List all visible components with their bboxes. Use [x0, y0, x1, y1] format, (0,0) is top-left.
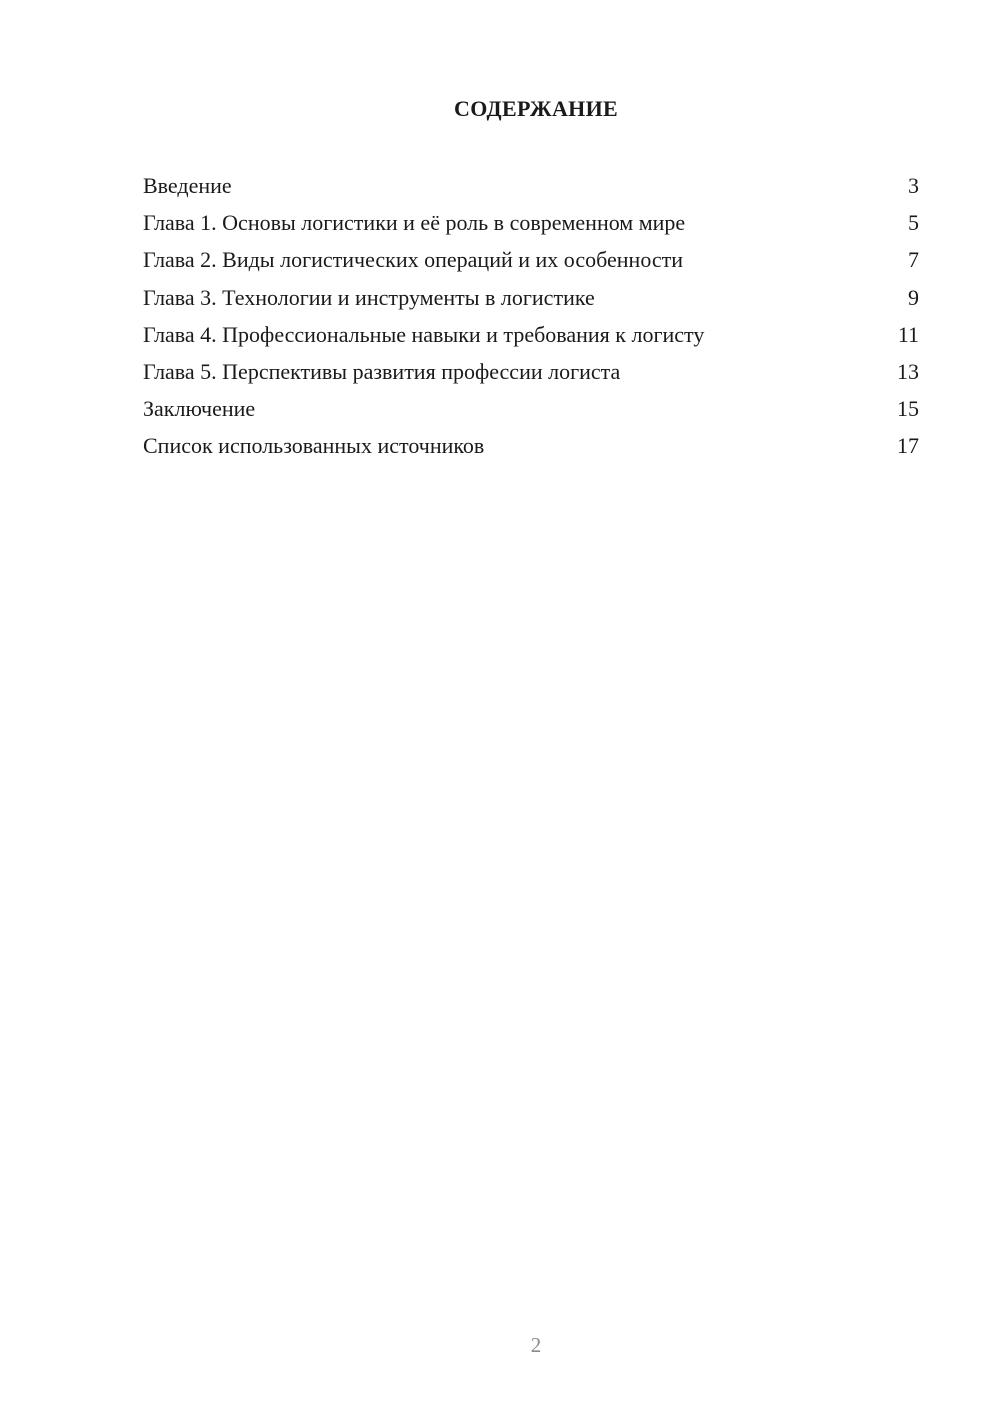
- toc-entry-page: 11: [897, 321, 919, 347]
- page-number: 2: [530, 1333, 542, 1357]
- toc-entry-page: 15: [897, 396, 919, 422]
- toc-entry-label: Заключение: [143, 396, 256, 422]
- toc-entry-page: 9: [908, 284, 919, 310]
- toc-entry-label: Список использованных источников: [143, 433, 485, 459]
- toc-entry-label: Глава 5. Перспективы развития профессии логиста: [143, 358, 621, 384]
- toc-entry-chapter-3: [143, 279, 919, 316]
- toc-entry-label: Глава 4. Профессиональные навыки и требования к логисту: [143, 321, 705, 347]
- toc-entry-page: 17: [897, 433, 919, 459]
- toc-entry-label: Глава 3. Технологии и инструменты в логистике: [143, 284, 595, 310]
- toc-title: СОДЕРЖАНИЕ: [454, 96, 618, 121]
- table-of-contents: [143, 167, 919, 465]
- toc-entry-page: 7: [908, 247, 919, 273]
- toc-entry-chapter-5: [143, 353, 919, 390]
- toc-entry-conclusion: [143, 390, 919, 427]
- toc-entry-label: Глава 2. Виды логистических операций и их особенности: [143, 247, 684, 273]
- toc-entry-page: 13: [897, 358, 919, 384]
- toc-entry-references: [143, 427, 919, 464]
- toc-entry-label: Глава 1. Основы логистики и её роль в современном мире: [143, 210, 686, 236]
- toc-entry-label: Введение: [143, 173, 232, 198]
- toc-entry-chapter-1: [143, 204, 919, 241]
- toc-entry-chapter-2: [143, 241, 919, 278]
- toc-entry-introduction: [143, 167, 919, 204]
- toc-entry-page: 3: [908, 173, 919, 198]
- toc-entry-page: 5: [908, 210, 919, 236]
- toc-entry-chapter-4: [143, 316, 919, 353]
